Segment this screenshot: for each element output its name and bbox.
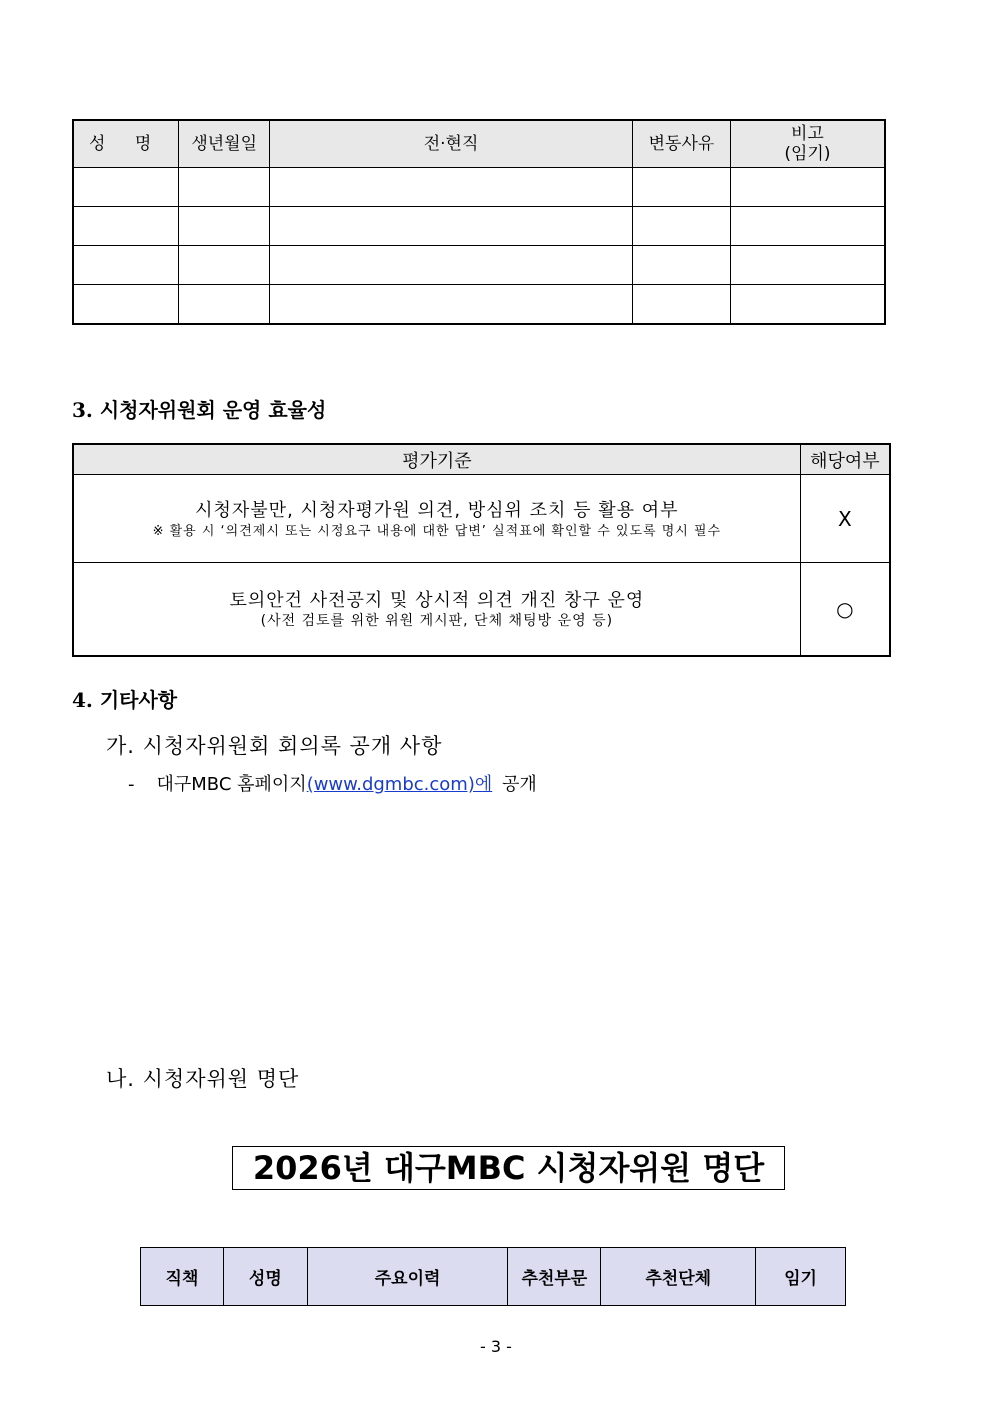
applicable-mark: ○ (800, 563, 890, 656)
criteria-note: (사전 검토를 위한 위원 게시판, 단체 채팅방 운영 등) (260, 613, 614, 630)
header-birthdate: 생년월일 (179, 120, 270, 168)
table-row (73, 207, 885, 246)
member-change-table (72, 119, 886, 325)
page-number: - 3 - (480, 1337, 512, 1356)
header-career: 주요이력 (307, 1248, 508, 1306)
table-row (73, 168, 885, 207)
homepage-link[interactable]: (www.dgmbc.com)에 (306, 774, 493, 795)
table-header-row (73, 444, 890, 475)
roster-title: 2026년 대구MBC 시청자위원 명단 (232, 1146, 785, 1190)
criteria-cell (73, 563, 800, 656)
minutes-disclosure-line (128, 770, 537, 796)
section3-heading: 3. 시청자위원회 운영 효율성 (72, 398, 327, 422)
criteria-cell (73, 475, 800, 563)
applicable-mark: X (800, 475, 890, 563)
subsection-na: 나. 시청자위원 명단 (106, 1067, 300, 1091)
table-row (73, 246, 885, 285)
roster-table (140, 1247, 846, 1306)
header-term: 임기 (756, 1248, 846, 1306)
table-row (73, 563, 890, 656)
header-name: 성 명 (73, 120, 179, 168)
table-header-row (73, 120, 885, 168)
homepage-label: 대구MBC 홈페이지 (156, 774, 307, 795)
header-name: 성명 (223, 1248, 307, 1306)
header-remarks: 비고 (임기) (730, 120, 885, 168)
dash: - (128, 774, 135, 795)
criteria-main: 시청자불만, 시청자평가원 의견, 방심위 조치 등 활용 여부 (195, 500, 679, 521)
criteria-note: ※ 활용 시 ‘의견제시 또는 시정요구 내용에 대한 답변’ 실적표에 확인할 수 있도록 명시 필수 (152, 524, 722, 539)
criteria-main: 토의안건 사전공지 및 상시적 의견 개진 창구 운영 (229, 590, 645, 612)
header-position: 직책 (141, 1248, 224, 1306)
table-row (73, 285, 885, 325)
header-recommend-org: 추천단체 (601, 1248, 756, 1306)
subsection-ga: 가. 시청자위원회 회의록 공개 사항 (106, 734, 443, 758)
table-row (73, 475, 890, 563)
header-applicable: 해당여부 (800, 444, 890, 475)
section4-heading: 4. 기타사항 (72, 688, 178, 712)
efficiency-table (72, 443, 891, 657)
header-career: 전·현직 (270, 120, 633, 168)
header-criteria: 평가기준 (73, 444, 800, 475)
header-change-reason: 변동사유 (633, 120, 731, 168)
disclosure-word: 공개 (501, 774, 537, 795)
header-recommend-category: 추천부문 (508, 1248, 601, 1306)
table-header-row (141, 1248, 846, 1306)
